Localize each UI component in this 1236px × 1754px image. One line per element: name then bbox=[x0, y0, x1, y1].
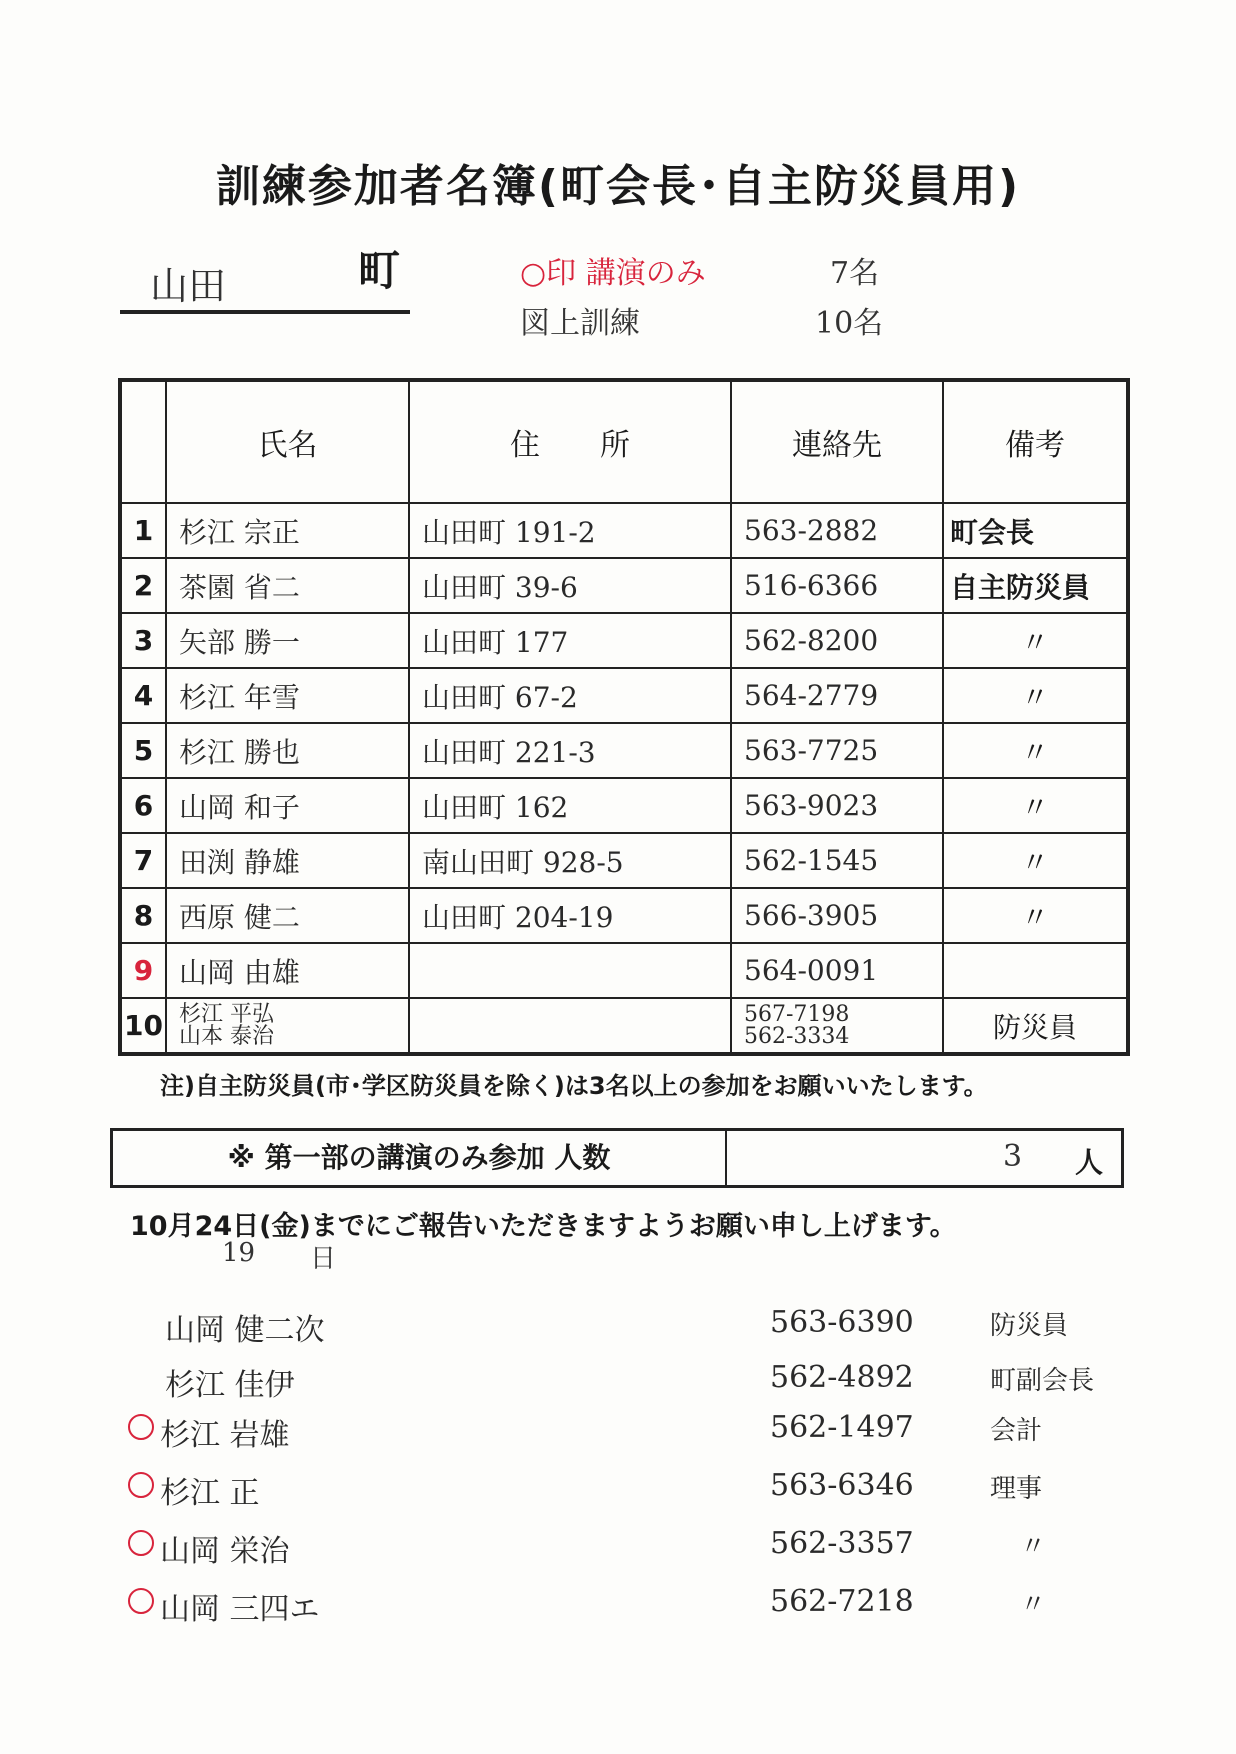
row-number: 2 bbox=[120, 558, 166, 613]
table-row bbox=[120, 778, 1128, 833]
table-row bbox=[120, 558, 1128, 613]
row-name-second: 山本 泰治 bbox=[179, 1023, 274, 1049]
row-name-first: 杉江 平弘 bbox=[179, 1001, 274, 1027]
row-remark: 町会長 bbox=[943, 503, 1128, 558]
lecture-only-value: 3 bbox=[1003, 1139, 1023, 1174]
row-contact: 562-1545 bbox=[731, 833, 943, 888]
red-circle-mark bbox=[128, 1530, 154, 1556]
extra-attendee-name: 杉江 正 bbox=[160, 1476, 260, 1511]
row-contact-first: 567-7198 bbox=[744, 1001, 850, 1027]
row-contact: 563-2882 bbox=[731, 503, 943, 558]
row-remark: 防災員 bbox=[943, 998, 1128, 1054]
row-name: 田渕 静雄 bbox=[166, 833, 409, 888]
row-address: 山田町 204-19 bbox=[409, 888, 731, 943]
extra-attendee-contact: 562-7218 bbox=[770, 1584, 914, 1619]
header-contact: 連絡先 bbox=[731, 380, 943, 503]
row-name: 杉江 勝也 bbox=[166, 723, 409, 778]
extra-attendee-contact: 563-6390 bbox=[770, 1305, 914, 1340]
red-circle-mark bbox=[128, 1414, 154, 1440]
extra-attendee-role: 理事 bbox=[990, 1474, 1043, 1504]
red-circle-mark bbox=[128, 1588, 154, 1614]
extra-attendee-name: 山岡 栄治 bbox=[160, 1534, 290, 1569]
deadline-text: 10月24日(金)までにご報告いただきますようお願い申し上げます。 bbox=[130, 1211, 957, 1242]
row-remark: 〃 bbox=[943, 723, 1128, 778]
row-remark: 〃 bbox=[943, 888, 1128, 943]
row-address: 山田町 177 bbox=[409, 613, 731, 668]
extra-attendee-contact: 562-4892 bbox=[770, 1360, 914, 1395]
extra-attendee-contact: 562-3357 bbox=[770, 1526, 914, 1561]
extra-attendee-role: 防災員 bbox=[990, 1311, 1069, 1341]
notice-text: 注)自主防災員(市･学区防災員を除く)は3名以上の参加をお願いいたします。 bbox=[160, 1072, 988, 1100]
row-name: 山岡 由雄 bbox=[166, 943, 409, 998]
extra-attendee-role: 〃 bbox=[1020, 1532, 1047, 1562]
row-name: 杉江 年雪 bbox=[166, 668, 409, 723]
town-name: 山田 bbox=[150, 264, 227, 308]
participant-table bbox=[118, 378, 1130, 1056]
table-row bbox=[120, 833, 1128, 888]
row-contact: 566-3905 bbox=[731, 888, 943, 943]
lecture-only-label: ※ 第一部の講演のみ参加 人数 bbox=[113, 1131, 727, 1185]
row-address: 山田町 221-3 bbox=[409, 723, 731, 778]
row-address: 山田町 39-6 bbox=[409, 558, 731, 613]
town-underline bbox=[120, 310, 410, 314]
table-row bbox=[120, 888, 1128, 943]
row-number: 5 bbox=[120, 723, 166, 778]
table-header-row bbox=[120, 380, 1128, 503]
town-suffix: 町 bbox=[358, 246, 401, 295]
table-row bbox=[120, 998, 1128, 1054]
row-name: 茶園 省二 bbox=[166, 558, 409, 613]
extra-attendee-role: 〃 bbox=[1020, 1590, 1047, 1620]
deadline-correction-day: 日 bbox=[310, 1244, 337, 1274]
row-remark: 〃 bbox=[943, 778, 1128, 833]
row-address bbox=[409, 943, 731, 998]
row-name: 矢部 勝一 bbox=[166, 613, 409, 668]
header-number bbox=[120, 380, 166, 503]
header-remarks: 備考 bbox=[943, 380, 1128, 503]
note-map-exercise: 図上訓練 bbox=[520, 306, 640, 341]
extra-attendee-contact: 563-6346 bbox=[770, 1468, 914, 1503]
row-address: 南山田町 928-5 bbox=[409, 833, 731, 888]
row-number: 4 bbox=[120, 668, 166, 723]
document-title: 訓練参加者名簿(町会長･自主防災員用) bbox=[215, 161, 1021, 212]
row-contact: 564-2779 bbox=[731, 668, 943, 723]
row-remark: 〃 bbox=[943, 613, 1128, 668]
note-lecture-count: 7名 bbox=[830, 256, 880, 291]
row-name: 山岡 和子 bbox=[166, 778, 409, 833]
row-number: 9 bbox=[120, 943, 166, 998]
row-number: 3 bbox=[120, 613, 166, 668]
row-number: 6 bbox=[120, 778, 166, 833]
lecture-only-count-box bbox=[110, 1128, 1124, 1188]
row-contact-second: 562-3334 bbox=[744, 1023, 850, 1049]
row-name bbox=[166, 998, 409, 1054]
row-contact: 563-7725 bbox=[731, 723, 943, 778]
extra-attendee-name: 杉江 岩雄 bbox=[160, 1418, 290, 1453]
extra-attendee-role: 会計 bbox=[990, 1416, 1043, 1446]
table-row bbox=[120, 723, 1128, 778]
row-contact: 562-8200 bbox=[731, 613, 943, 668]
row-number: 7 bbox=[120, 833, 166, 888]
extra-attendee-name: 杉江 佳伊 bbox=[165, 1368, 295, 1403]
extra-attendee-role: 町副会長 bbox=[990, 1366, 1095, 1396]
row-name: 西原 健二 bbox=[166, 888, 409, 943]
row-contact bbox=[731, 998, 943, 1054]
row-number: 8 bbox=[120, 888, 166, 943]
table-row bbox=[120, 503, 1128, 558]
note-map-exercise-count: 10名 bbox=[815, 306, 884, 341]
header-name: 氏名 bbox=[166, 380, 409, 503]
extra-attendee-contact: 562-1497 bbox=[770, 1410, 914, 1445]
row-address: 山田町 67-2 bbox=[409, 668, 731, 723]
table-row bbox=[120, 613, 1128, 668]
deadline-correction-date: 19 bbox=[222, 1238, 256, 1268]
table-row bbox=[120, 668, 1128, 723]
red-circle-mark bbox=[128, 1472, 154, 1498]
row-number: 10 bbox=[120, 998, 166, 1054]
row-contact: 564-0091 bbox=[731, 943, 943, 998]
lecture-only-unit: 人 bbox=[1075, 1146, 1104, 1179]
header-address: 住 所 bbox=[409, 380, 731, 503]
row-remark bbox=[943, 943, 1128, 998]
row-remark: 自主防災員 bbox=[943, 558, 1128, 613]
row-remark: 〃 bbox=[943, 833, 1128, 888]
row-remark: 〃 bbox=[943, 668, 1128, 723]
row-contact: 563-9023 bbox=[731, 778, 943, 833]
row-address: 山田町 162 bbox=[409, 778, 731, 833]
extra-attendee-name: 山岡 三四エ bbox=[160, 1592, 320, 1627]
row-number: 1 bbox=[120, 503, 166, 558]
row-contact: 516-6366 bbox=[731, 558, 943, 613]
table-row bbox=[120, 943, 1128, 998]
row-name: 杉江 宗正 bbox=[166, 503, 409, 558]
row-address: 山田町 191-2 bbox=[409, 503, 731, 558]
row-address bbox=[409, 998, 731, 1054]
note-lecture-only: ○印 講演のみ bbox=[520, 256, 706, 291]
extra-attendee-name: 山岡 健二次 bbox=[165, 1313, 325, 1348]
